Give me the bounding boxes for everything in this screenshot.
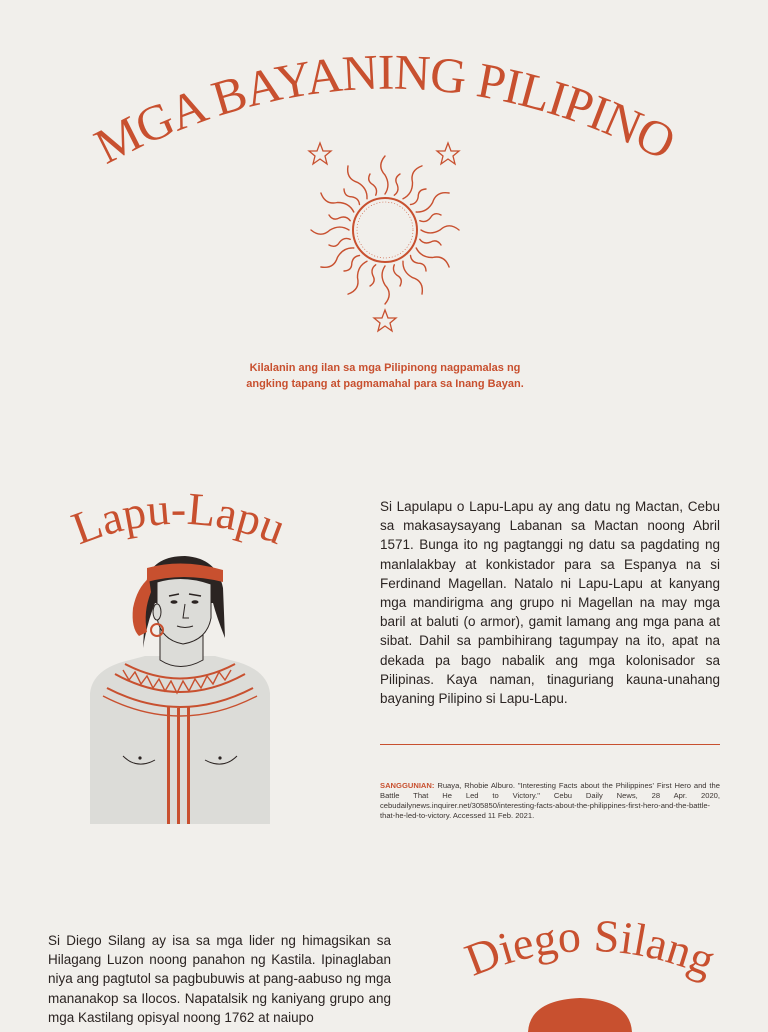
source-label: SANGGUNIAN: <box>380 781 435 790</box>
diego-portrait <box>520 992 640 1032</box>
lapulapu-source <box>380 781 720 821</box>
page-title-text: MGA BAYANING PILIPINO <box>85 43 684 175</box>
sun-ray <box>394 174 400 195</box>
sun-ray <box>382 266 389 304</box>
sun-ray <box>381 156 388 194</box>
svg-text:Diego Silang: Diego Silang <box>458 910 723 986</box>
subtitle-line: angking tapang at pagmamahal para sa Inang Bayan. <box>246 378 524 390</box>
sun-ray <box>411 256 427 272</box>
sun-ray <box>321 248 354 267</box>
sun-ray <box>420 239 441 245</box>
divider <box>380 744 720 745</box>
intro-subtitle <box>200 360 570 392</box>
lapulapu-bio: Si Lapulapu o Lapu-Lapu ay ang datu ng Mactan, Cebu sa makasaysayang Labanan sa Mactan noong Abril 1571. Bunga ito ng pagtanggi ng datu sa pagdating ng manlalakbay at konkistador para sa Espanya na si Ferdinand Magellan. Natalo ni Lapu-Lapu at kanyang mga mandirigma ang grupo ni Magellan na may mga baril at baluti (o armor), gamit lamang ang mga pana at sibat. Dahil sa pambihirang tagumpay na ito, apat na dekada pa bago nabalik ang mga kolonisador sa Pilipinas. Kaya naman, tinaguriang kauna-unahang bayaning Pilipino si Lapu-Lapu. <box>380 499 720 707</box>
diego-bio: Si Diego Silang ay isa sa mga lider ng himagsikan sa Hilagang Luzon noong panahon ng Kastila. Ipinaglaban niya ang pagtutol sa pagbubuwis at pang-aabuso ng mga mananakop sa Ilocos. Napatalsik ng kaniyang grupo ang mga Kastilang opisyal noong 1762 at naiupo <box>48 933 392 1025</box>
sun-ray <box>403 261 422 294</box>
source-text: Ruaya, Rhobie Alburo. "Interesting Facts about the Philippines' First Hero and the Battle That He Led to Victory." Cebu Daily News, 28 Apr. 2020, cebudailynews.inquirer.net/305850/interesting-facts-about-the-philippines-first-hero-and-the-battle-that-he-led-to-victory. Accessed 11 Feb. 2021. <box>380 781 720 820</box>
sun-ray <box>411 189 427 205</box>
sun-ray <box>311 227 349 234</box>
sun-ray <box>370 265 376 286</box>
lapulapu-portrait <box>85 548 275 824</box>
sun-ray <box>420 214 441 222</box>
sun-ray <box>329 238 350 246</box>
sun-ray <box>416 193 449 212</box>
sun-ray <box>369 174 377 195</box>
svg-text:Lapu-Lapu: Lapu-Lapu <box>65 482 293 555</box>
star-icon <box>374 310 396 331</box>
sun-ray <box>344 189 360 205</box>
sun-ray <box>393 265 401 286</box>
star-icon <box>309 143 331 164</box>
diego-heading <box>430 910 750 1000</box>
sun-ray <box>421 226 459 233</box>
sun-icon <box>300 135 470 340</box>
subtitle-line: Kilalanin ang ilan sa mga Pilipinong nagpamalas ng <box>249 362 521 374</box>
sun-ray <box>344 256 360 272</box>
sun-ray <box>329 215 350 221</box>
star-icon <box>437 143 459 164</box>
sun-ray <box>348 166 367 199</box>
